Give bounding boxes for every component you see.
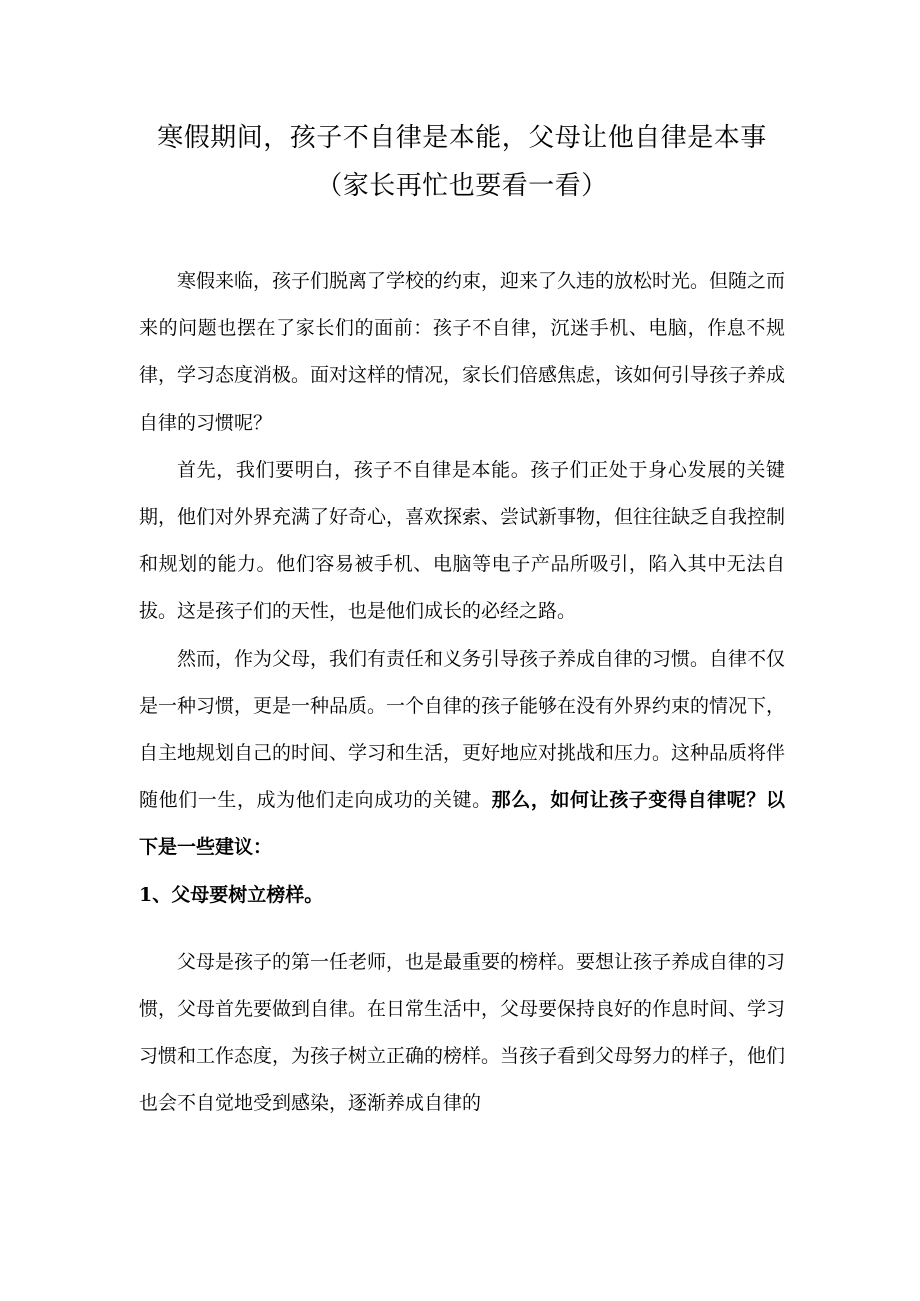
document-body <box>139 258 785 1128</box>
paragraph-responsibility-text: 然而，作为父母，我们有责任和义务引导孩子养成自律的习惯。自律不仅是一种习惯，更是一种品质。一个自律的孩子能够在没有外界约束的情况下，自主地规划自己的时间、学习和生活，更好地应对挑战和压力。这种品质将伴随他们一生，成为他们走向成功的关键。 <box>139 647 786 812</box>
paragraph-responsibility <box>139 636 785 872</box>
section-heading: 1、父母要树立榜样。 <box>139 883 324 906</box>
paragraph-intro: 寒假来临，孩子们脱离了学校的约束，迎来了久违的放松时光。但随之而来的问题也摆在了家长们的面前：孩子不自律，沉迷手机、电脑，作息不规律，学习态度消极。面对这样的情况，家长们倍感焦虑，该如何引导孩子养成自律的习惯呢？ <box>139 270 786 434</box>
document-title: 寒假期间，孩子不自律是本能，父母让他自律是本事（家长再忙也要看一看） <box>157 123 767 201</box>
paragraph-role-model: 父母是孩子的第一任老师，也是最重要的榜样。要想让孩子养成自律的习惯，父母首先要做到自律。在日常生活中，父母要保持良好的作息时间、学习习惯和工作态度，为孩子树立正确的榜样。当孩子看到父母努力的样子，他们也会不自觉地受到感染，逐渐养成自律的 <box>139 950 786 1115</box>
paragraph-instinct: 首先，我们要明白，孩子不自律是本能。孩子们正处于身心发展的关键期，他们对外界充满了好奇心，喜欢探索、尝试新事物，但往往缺乏自我控制和规划的能力。他们容易被手机、电脑等电子产品所吸引，陷入其中无法自拔。这是孩子们的天性，也是他们成长的必经之路。 <box>139 458 786 623</box>
paragraph-responsibility-bold: 那么，如何让孩子变得自律呢？以下是一些建议： <box>139 789 785 859</box>
